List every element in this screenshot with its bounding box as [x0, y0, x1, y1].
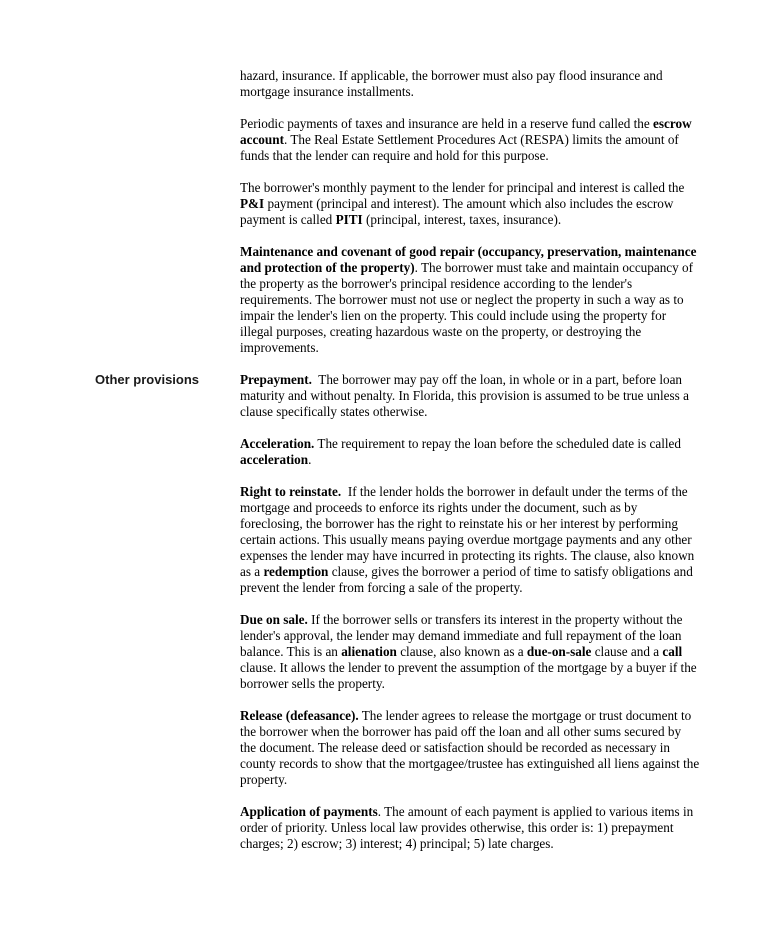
text-run: The borrower's monthly payment to the lender for principal and interest is called the — [240, 180, 685, 195]
paragraph-pi-payment-piti — [240, 180, 700, 228]
text-run: If the borrower sells or transfers its interest in the property without the lender's approval, the lender may demand immediate and full repayment of the loan balance. This is an — [240, 612, 683, 659]
body-text-column — [240, 68, 700, 868]
text-run: hazard, insurance. If applicable, the borrower must also pay flood insurance and mortgage insurance installments. — [240, 68, 663, 99]
text-run: . The borrower must take and maintain occupancy of the property as the borrower's principal residence according to the lender's requirements. The borrower must not use or neglect the property in such a way as to impair the lender's lien on the property. This could include using the property for illegal purposes, creating hazardous waste on the property, or destroying the improvements. — [240, 260, 694, 355]
bold-term: Acceleration. — [240, 436, 315, 451]
text-run: payment (principal and interest). The amount which also includes the escrow payment is called — [240, 196, 674, 227]
bold-term: redemption — [263, 564, 329, 579]
bold-term: escrow account — [240, 116, 692, 147]
bold-term: acceleration — [240, 452, 309, 467]
paragraph-hazard-insurance-continuation — [240, 68, 700, 100]
bold-term: alienation — [341, 644, 397, 659]
paragraph-prepayment — [240, 372, 700, 420]
bold-term: Maintenance and covenant of good repair (occupancy, preservation, maintenance and protection of the property) — [240, 244, 697, 275]
bold-term: Prepayment. — [240, 372, 312, 387]
paragraph-right-to-reinstate — [240, 484, 700, 596]
paragraph-application-of-payments — [240, 804, 700, 852]
text-run: The borrower may pay off the loan, in whole or in a part, before loan maturity and without penalty. In Florida, this provision is assumed to be true unless a clause specifically states otherwise. — [240, 372, 689, 419]
section-heading-other-provisions: Other provisions — [95, 372, 200, 387]
text-run: clause and a — [591, 644, 663, 659]
text-run: Periodic payments of taxes and insurance are held in a reserve fund called the — [240, 116, 654, 131]
bold-term: P&I — [240, 196, 265, 211]
bold-term: PITI — [335, 212, 363, 227]
text-run: clause, gives the borrower a period of time to satisfy obligations and prevent the lender from forcing a sale of the property. — [240, 564, 693, 595]
paragraph-release-defeasance — [240, 708, 700, 788]
bold-term: Application of payments — [240, 804, 378, 819]
bold-term: Due on sale. — [240, 612, 308, 627]
paragraph-maintenance-covenant — [240, 244, 700, 356]
bold-term: Right to reinstate. — [240, 484, 342, 499]
bold-term: due-on-sale — [526, 644, 592, 659]
text-run: clause, also known as a — [396, 644, 527, 659]
text-run: . The amount of each payment is applied to various items in order of priority. Unless local law provides otherwise, this order is: 1) prepayment charges; 2) escrow; 3) interest; 4) principal; 5) late charges. — [240, 804, 694, 851]
paragraph-due-on-sale — [240, 612, 700, 692]
text-run: . The Real Estate Settlement Procedures Act (RESPA) limits the amount of funds that the lender can require and hold for this purpose. — [240, 132, 679, 163]
paragraph-acceleration — [240, 436, 700, 468]
text-run: . — [308, 452, 312, 467]
bold-term: call — [662, 644, 683, 659]
paragraph-escrow-account — [240, 116, 700, 164]
text-run: The lender agrees to release the mortgage or trust document to the borrower when the borrower has paid off the loan and all other sums secured by the document. The release deed or satisfaction should be recorded as necessary in county records to show that the mortgagee/trustee has extinguished all liens against the property. — [240, 708, 700, 787]
text-run: (principal, interest, taxes, insurance). — [362, 212, 562, 227]
text-run: clause. It allows the lender to prevent the assumption of the mortgage by a buyer if the borrower sells the property. — [240, 660, 697, 691]
bold-term: Release (defeasance). — [240, 708, 359, 723]
text-run: If the lender holds the borrower in default under the terms of the mortgage and proceeds to enforce its rights under the document, such as by foreclosing, the borrower has the right to reinstate his or her interest by performing certain actions. This usually means paying overdue mortgage payments and any other expenses the lender may have incurred in protecting its rights. The clause, also known as a — [240, 484, 695, 579]
text-run: The requirement to repay the loan before the scheduled date is called — [314, 436, 681, 451]
